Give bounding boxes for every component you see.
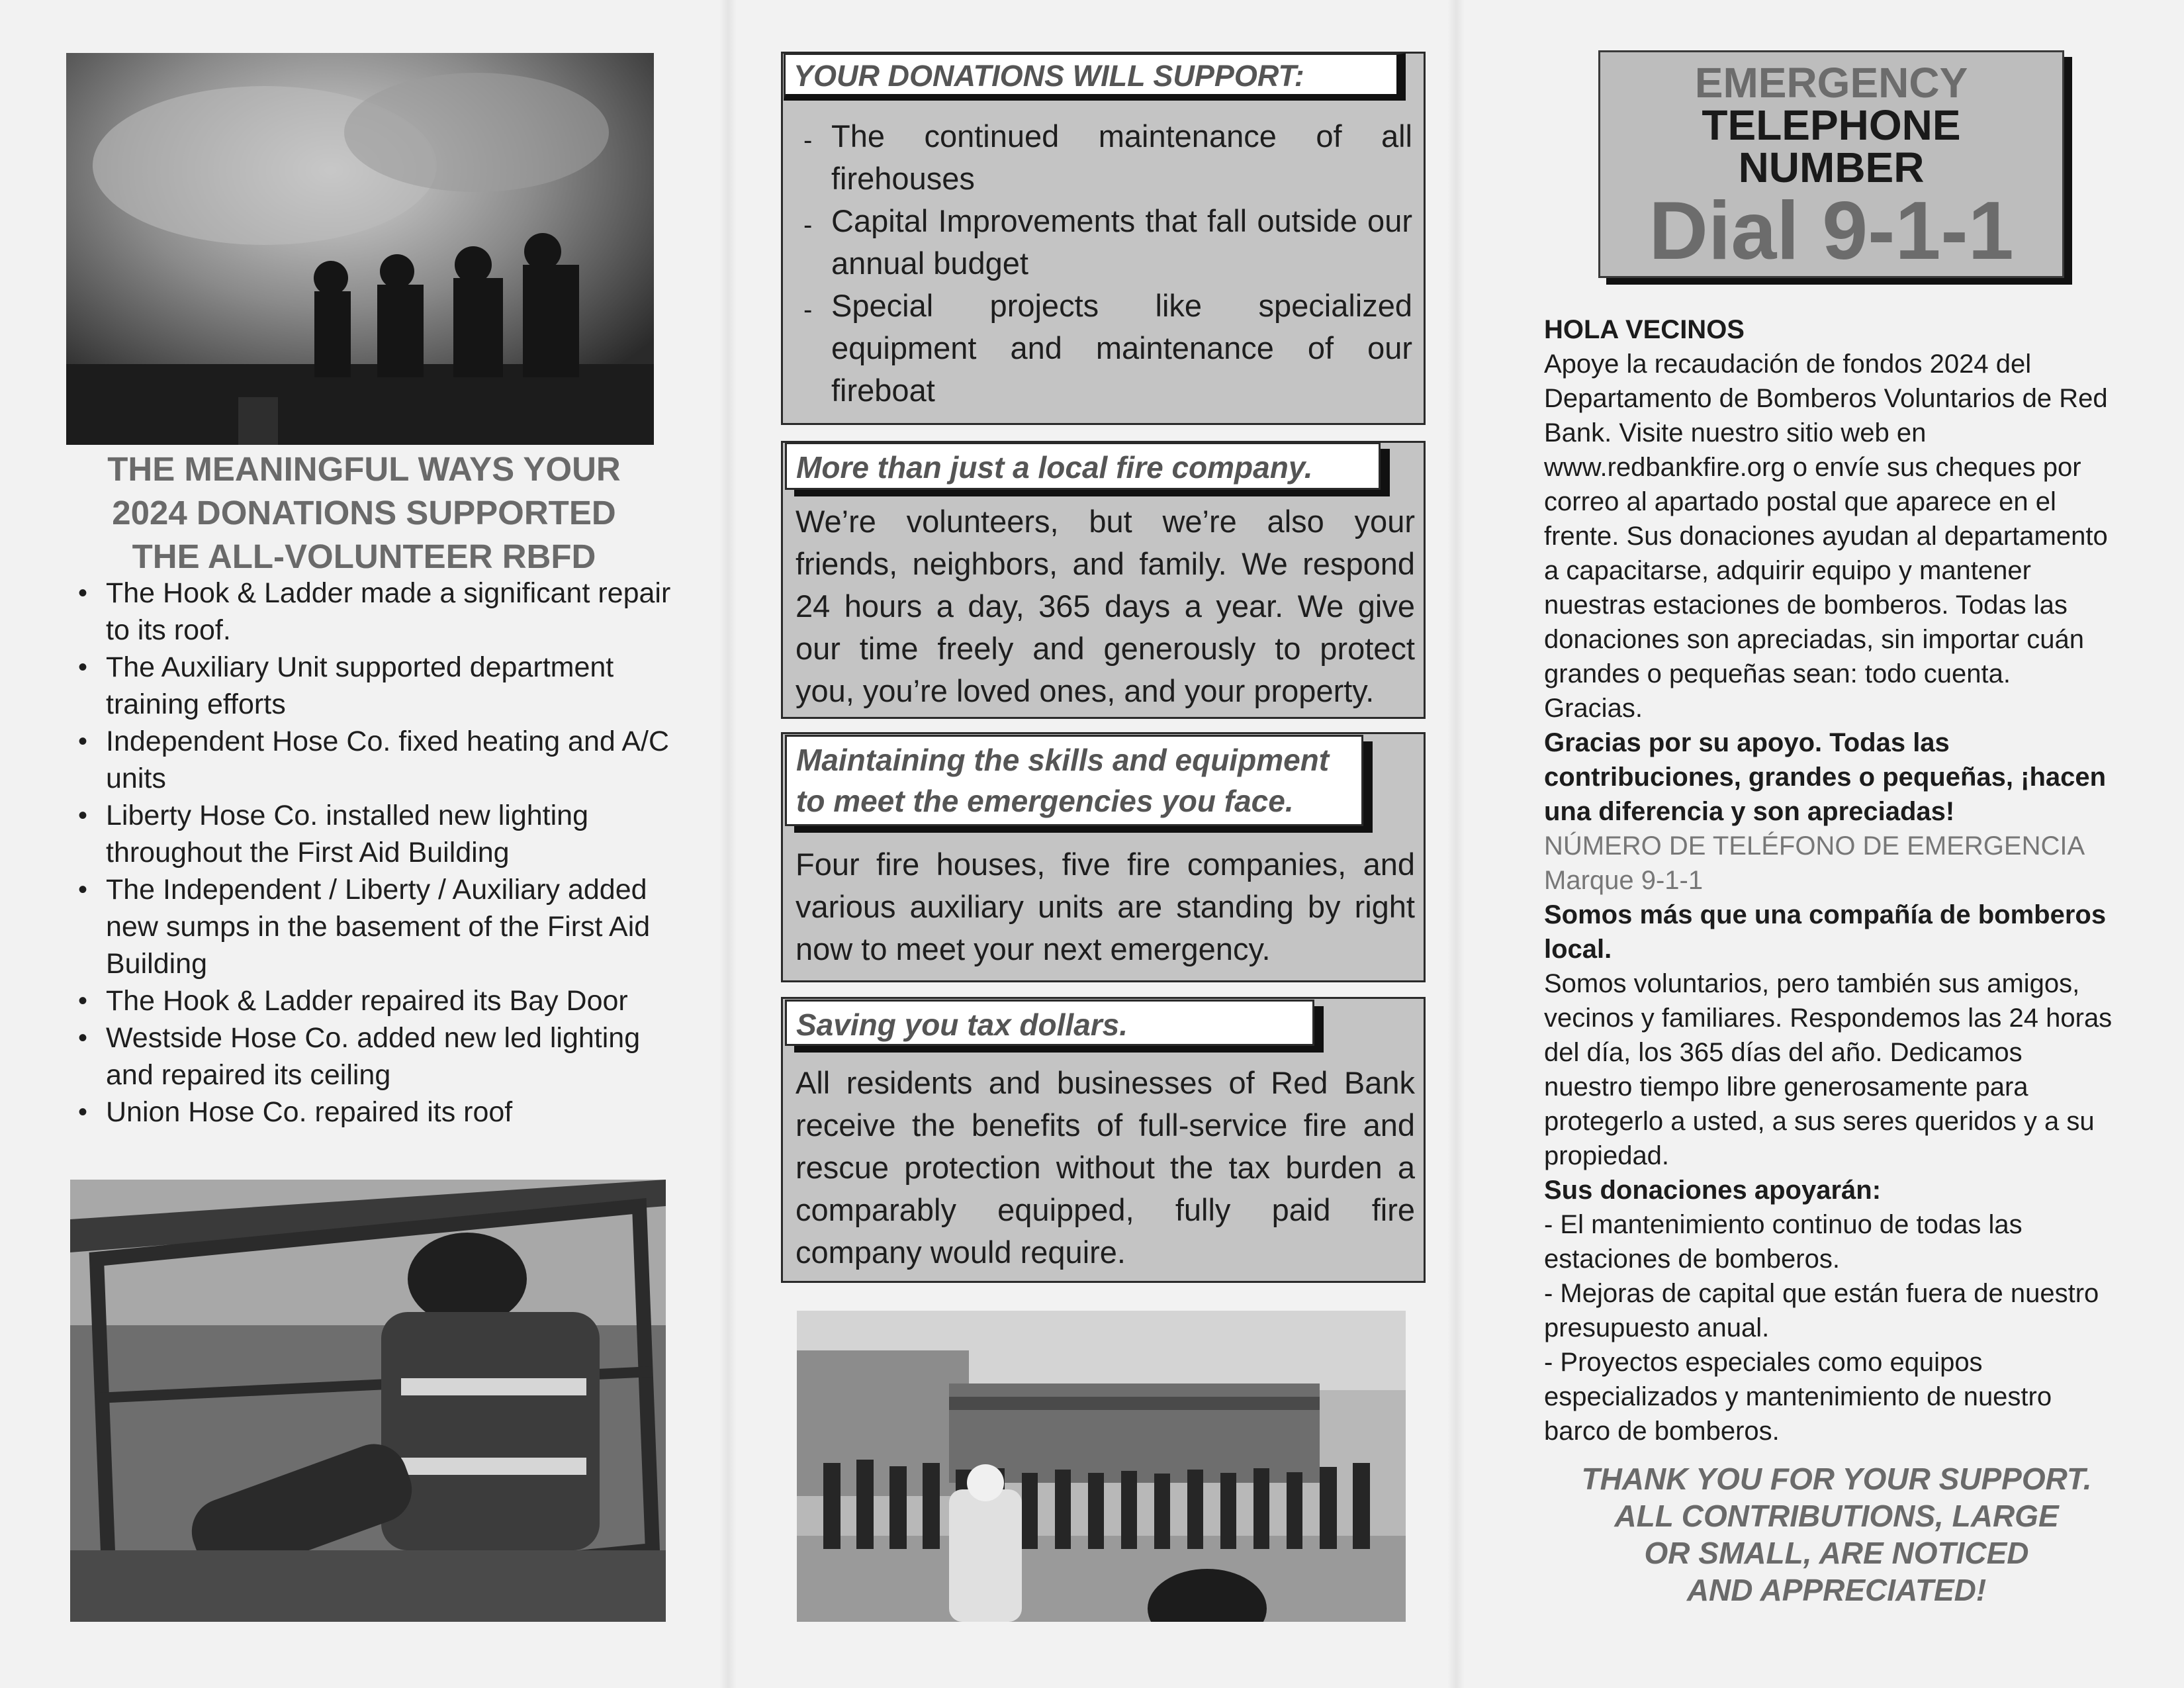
list-item: - El mantenimiento continuo de todas las estaciones de bomberos. [1544, 1210, 2023, 1274]
dial-911: Dial 9-1-1 [1649, 185, 2014, 277]
list-item: - Mejoras de capital que están fuera de nuestro presupuesto anual. [1544, 1279, 2099, 1342]
local-fire-company-body: We’re volunteers, but we’re also your friends, neighbors, and family. We respond 24 hours a day, 365 days a year. We give our time freely and generously to protect you, you’re loved ones, and your property. [796, 504, 1415, 708]
list-item: - The continued maintenance of all firehouses [797, 115, 1412, 200]
list-item: • The Hook & Ladder repaired its Bay Door [78, 982, 674, 1019]
list-item: - Proyectos especiales como equipos especializados y mantenimiento de nuestro barco de bomberos. [1544, 1348, 2052, 1446]
spanish-intro: Apoye la recaudación de fondos 2024 del Departamento de Bomberos Voluntarios de Red Bank. Visite nuestro sitio web en www.redbankfire.org o envíe sus cheques por correo al apartado postal que aparece en el frente. Sus donaciones ayudan al departamento a capacitarse, adquirir equipo y mantener nuestras estaciones de bomberos. Todas las donaciones son apreciadas, sin importar cuán grandes o pequeñas sean: todo cuenta. Gracias. [1544, 350, 2108, 723]
spanish-local-company-body: Somos voluntarios, pero también sus amigos, vecinos y familiares. Respondemos las 24 horas del día, los 365 días del año. Dedicamos nuestro tiempo libre generosamente para protegerlo a usted, a sus seres queridos y a su propiedad. [1544, 969, 2113, 1170]
spanish-emergency-number: NÚMERO DE TELÉFONO DE EMERGENCIA [1544, 831, 2085, 861]
number-label: NUMBER [1738, 144, 1925, 191]
spanish-dial: Marque 9-1-1 [1544, 866, 1704, 895]
spanish-support-heading: Sus donaciones apoyarán: [1544, 1176, 1882, 1205]
emergency-number-box [1598, 50, 2064, 278]
thank-you-message: THANK YOU FOR YOUR SUPPORT. ALL CONTRIBUTIONS, LARGE OR SMALL, ARE NOTICED AND APPRECIATED! [1581, 1462, 2092, 1607]
list-item: • The Hook & Ladder made a significant repair to its roof. [78, 575, 674, 649]
tax-dollars-title: Saving you tax dollars. [785, 1000, 1314, 1046]
skills-equipment-title: Maintaining the skills and equipment to meet the emergencies you face. [785, 735, 1363, 826]
list-item: • Westside Hose Co. added new led lighting and repaired its ceiling [78, 1019, 674, 1094]
spanish-gracias: Gracias por su apoyo. Todas las contribuciones, grandes o pequeñas, ¡hacen una diferencia y son apreciadas! [1544, 728, 2107, 826]
list-item: - Special projects like specialized equipment and maintenance of our fireboat [797, 285, 1412, 412]
tax-dollars-body: All residents and businesses of Red Bank receive the benefits of full-service fire and rescue protection without the tax burden a comparably equipped, fully paid fire company would require. [796, 1065, 1415, 1270]
list-item: • Independent Hose Co. fixed heating and A/C units [78, 723, 674, 797]
firefighters-group-photo [797, 1311, 1406, 1622]
supported-projects-list [78, 575, 674, 1131]
spanish-section [1544, 312, 2113, 1448]
donations-support-body [797, 115, 1412, 412]
local-fire-company-title: More than just a local fire company. [785, 442, 1381, 490]
hola-vecinos-heading: HOLA VECINOS [1544, 315, 1745, 344]
skills-equipment-body: Four fire houses, five fire companies, and various auxiliary units are standing by right now to meet your next emergency. [796, 847, 1415, 966]
list-item: - Capital Improvements that fall outside our annual budget [797, 200, 1412, 285]
list-item: • The Independent / Liberty / Auxiliary added new sumps in the basement of the First Aid Building [78, 871, 674, 982]
list-item: • Liberty Hose Co. installed new lighting throughout the First Aid Building [78, 797, 674, 871]
spanish-local-company-heading: Somos más que una compañía de bomberos local. [1544, 900, 2107, 964]
firefighters-smoke-photo [66, 53, 654, 445]
donations-support-title: YOUR DONATIONS WILL SUPPORT: [784, 53, 1406, 101]
donations-supported-heading: THE MEANINGFUL WAYS YOUR 2024 DONATIONS SUPPORTED THE ALL-VOLUNTEER RBFD [107, 450, 621, 575]
list-item: • Union Hose Co. repaired its roof [78, 1094, 674, 1131]
firefighter-window-photo [70, 1180, 666, 1622]
telephone-label: TELEPHONE [1702, 101, 1961, 149]
emergency-label: EMERGENCY [1694, 59, 1968, 107]
list-item: • The Auxiliary Unit supported department training efforts [78, 649, 674, 723]
